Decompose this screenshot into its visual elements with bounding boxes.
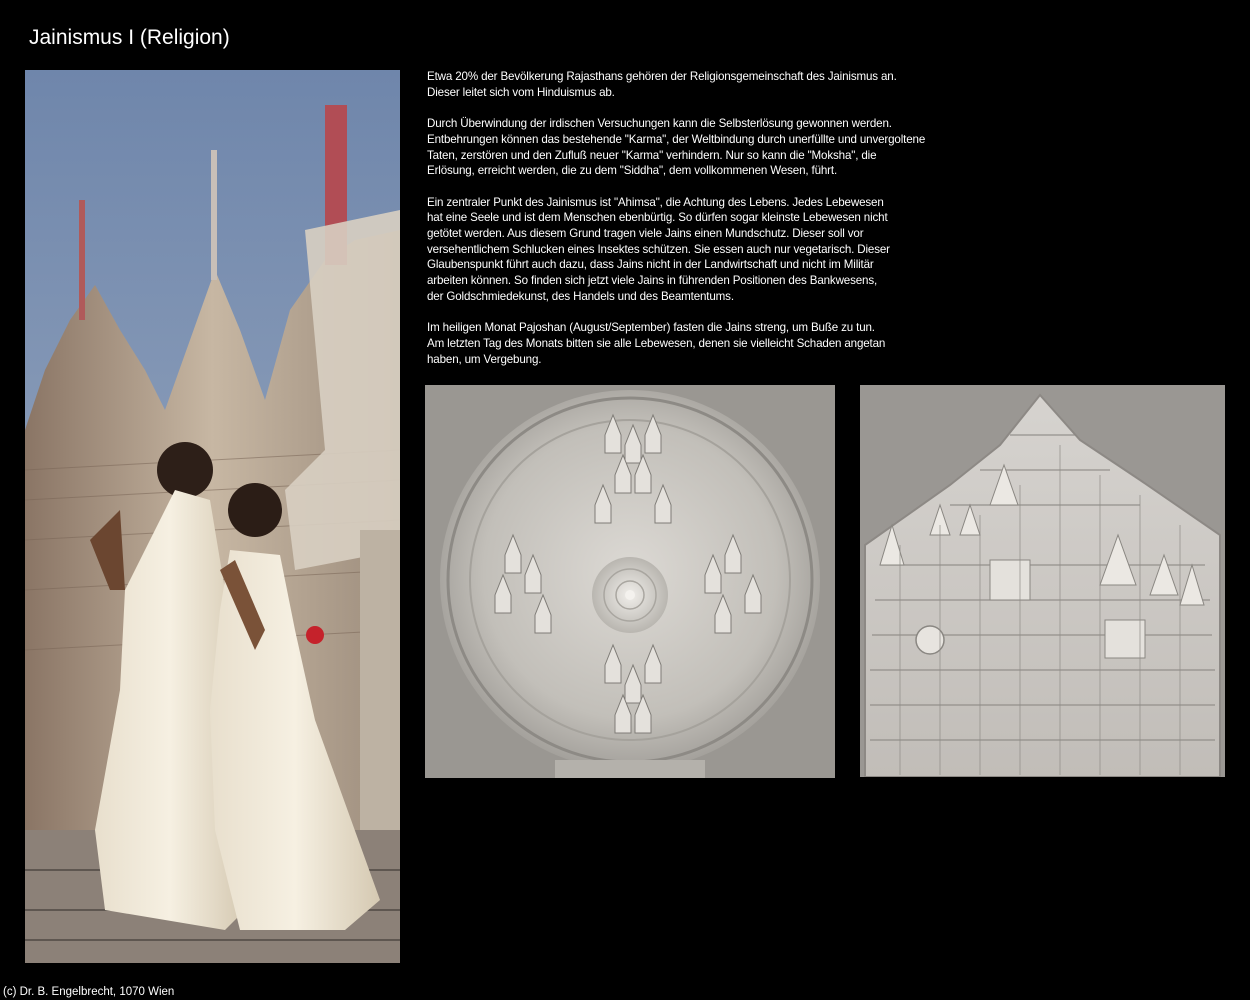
text-line: Ein zentraler Punkt des Jainismus ist "Ahimsa", die Achtung des Lebens. Jedes Lebewesen	[427, 195, 884, 209]
paragraph-2	[427, 116, 987, 179]
text-line: getötet werden. Aus diesem Grund tragen viele Jains einen Mundschutz. Dieser soll vor	[427, 227, 864, 240]
text-line: Dieser leitet sich vom Hinduismus ab.	[427, 85, 615, 99]
text-line: der Goldschmiedekunst, des Handels und des Beamtentums.	[427, 289, 734, 303]
text-line: haben, um Vergebung.	[427, 352, 542, 366]
text-line: arbeiten können. So finden sich jetzt viele Jains in führenden Positionen des Bankwesens,	[427, 274, 878, 288]
page-title: Jainismus I (Religion)	[29, 26, 230, 49]
text-line: Etwa 20% der Bevölkerung Rajasthans gehören der Religionsgemeinschaft des Jainismus an.	[427, 70, 897, 83]
temple-photo-graphic	[25, 70, 400, 963]
marble-relief-photo	[860, 385, 1225, 777]
paragraph-3	[427, 195, 987, 305]
marble-relief-graphic	[860, 385, 1225, 777]
marble-disc-photo	[425, 385, 835, 778]
paragraph-4	[427, 320, 987, 367]
article-text	[427, 69, 987, 383]
text-line: Durch Überwindung der irdischen Versuchungen kann die Selbsterlösung gewonnen werden.	[427, 117, 892, 131]
marble-disc-graphic	[425, 385, 835, 778]
copyright-footer: (c) Dr. B. Engelbrecht, 1070 Wien	[3, 986, 175, 998]
text-line: Glaubenspunkt führt auch dazu, dass Jains nicht in der Landwirtschaft und nicht im Militär	[427, 258, 874, 272]
text-line: Am letzten Tag des Monats bitten sie alle Lebewesen, denen sie vielleicht Schaden angetan	[427, 336, 886, 350]
text-line: versehentlichem Schlucken eines Insektes schützen. Sie essen auch nur vegetarisch. Dieser	[427, 242, 890, 256]
text-line: hat eine Seele und ist dem Menschen ebenbürtig. So dürfen sogar kleinste Lebewesen nicht	[427, 211, 888, 225]
temple-photo	[25, 70, 400, 963]
text-line: Entbehrungen können das bestehende "Karma", der Weltbindung durch unerfüllte und unvergoltene	[427, 132, 926, 146]
paragraph-1	[427, 69, 987, 100]
text-line: Erlösung, erreicht werden, die zu dem "Siddha", dem vollkommenen Wesen, führt.	[427, 164, 838, 178]
text-line: Taten, zerstören und den Zufluß neuer "Karma" verhindern. Nur so kann die "Moksha", die	[427, 148, 877, 162]
text-line: Im heiligen Monat Pajoshan (August/September) fasten die Jains streng, um Buße zu tun.	[427, 321, 875, 335]
